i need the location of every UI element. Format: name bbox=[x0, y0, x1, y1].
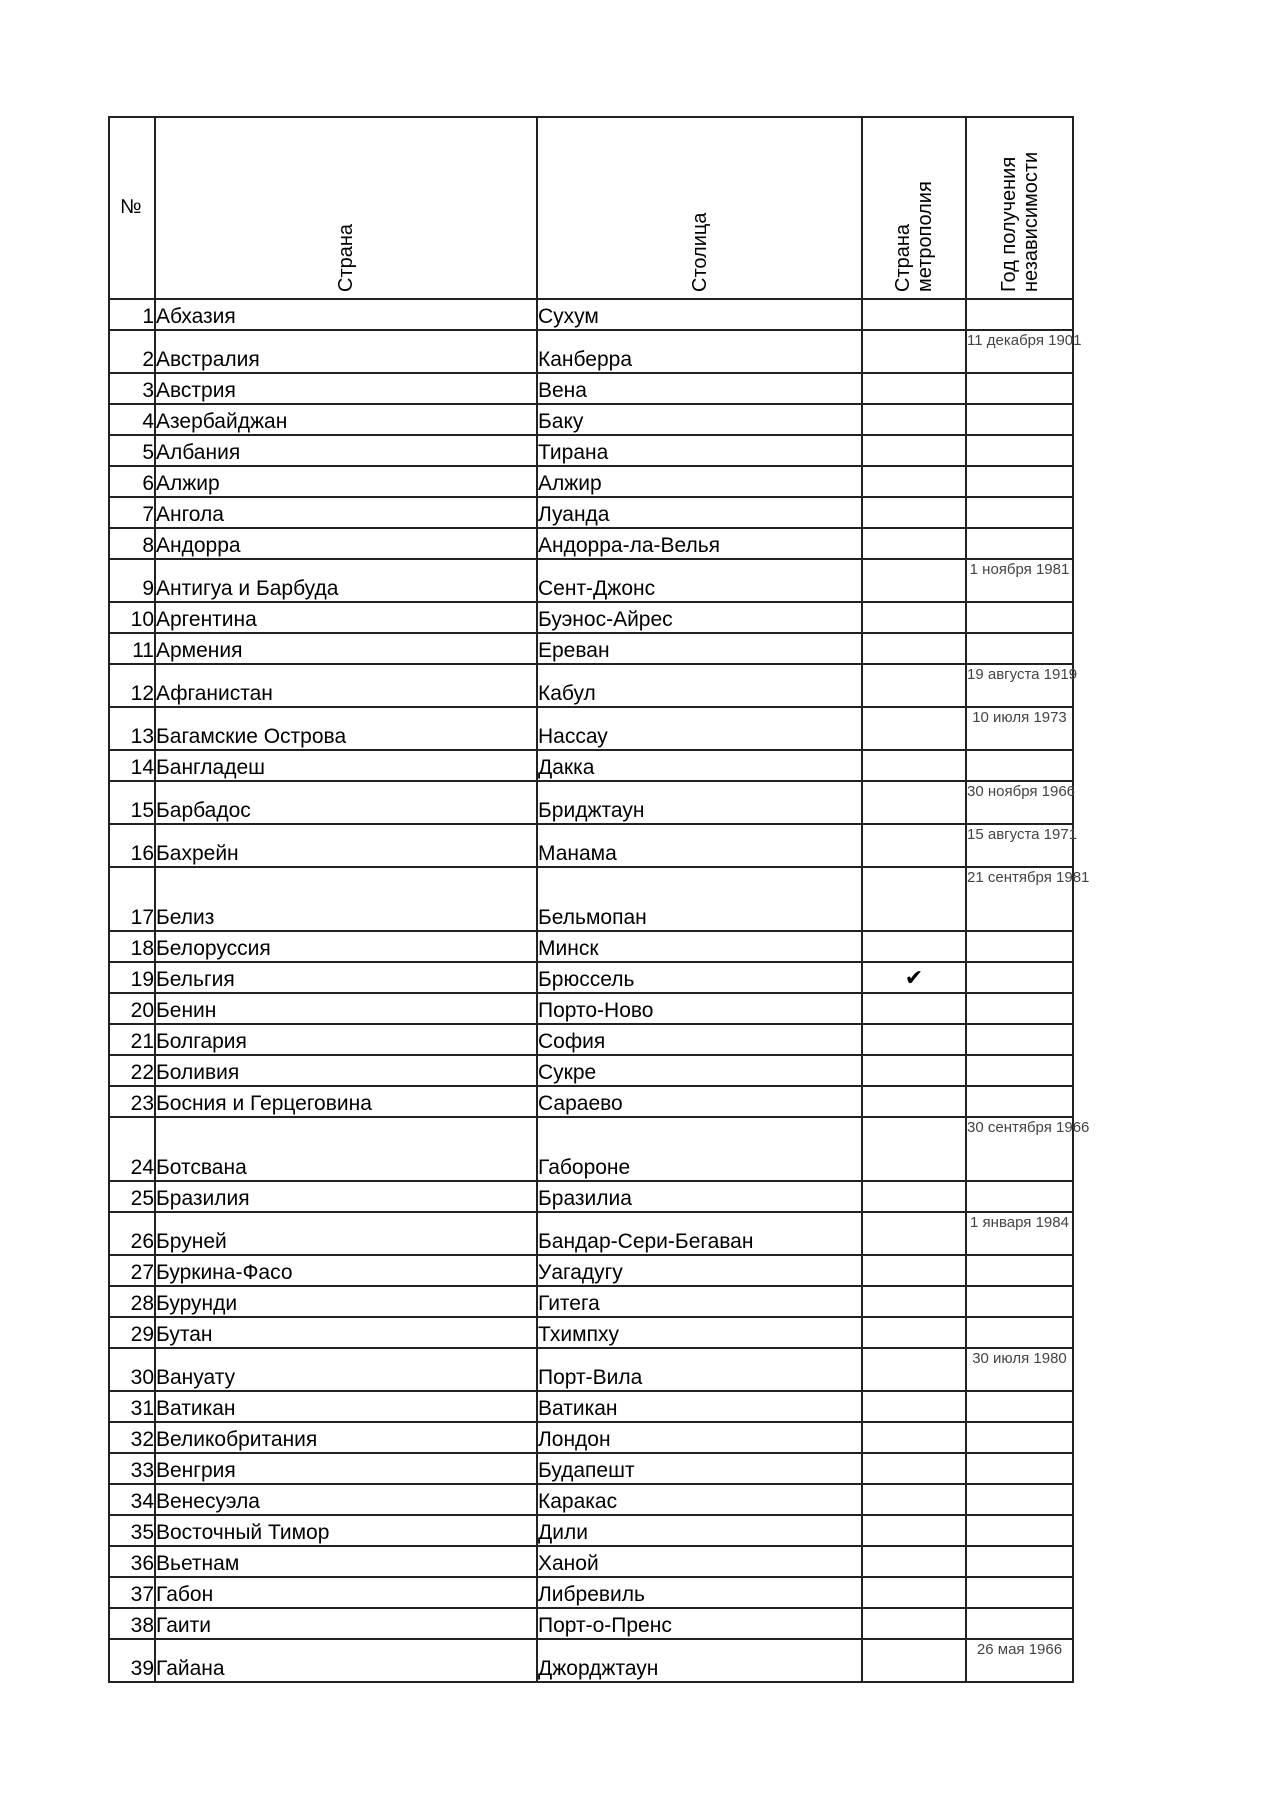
metropolis-cell bbox=[862, 707, 966, 750]
row-number: 20 bbox=[109, 993, 155, 1024]
capital-cell: Канберра bbox=[537, 330, 862, 373]
table-row bbox=[109, 559, 1073, 602]
metropolis-cell bbox=[862, 1484, 966, 1515]
country-cell: Буркина-Фасо bbox=[155, 1255, 537, 1286]
capital-cell: Ханой bbox=[537, 1546, 862, 1577]
row-number: 10 bbox=[109, 602, 155, 633]
country-cell: Гаити bbox=[155, 1608, 537, 1639]
table-row bbox=[109, 497, 1073, 528]
country-cell: Вануату bbox=[155, 1348, 537, 1391]
country-cell: Венесуэла bbox=[155, 1484, 537, 1515]
capital-cell: Дакка bbox=[537, 750, 862, 781]
capital-cell: Тхимпху bbox=[537, 1317, 862, 1348]
row-number: 9 bbox=[109, 559, 155, 602]
row-number: 35 bbox=[109, 1515, 155, 1546]
country-cell: Армения bbox=[155, 633, 537, 664]
independence-year-cell bbox=[966, 299, 1073, 330]
independence-year-cell: 1 января 1984 bbox=[966, 1212, 1073, 1255]
table-row bbox=[109, 993, 1073, 1024]
table-row bbox=[109, 664, 1073, 707]
country-cell: Болгария bbox=[155, 1024, 537, 1055]
table-row bbox=[109, 1453, 1073, 1484]
country-cell: Гайана bbox=[155, 1639, 537, 1682]
row-number: 31 bbox=[109, 1391, 155, 1422]
row-number: 36 bbox=[109, 1546, 155, 1577]
country-cell: Австралия bbox=[155, 330, 537, 373]
capital-cell: Порт-о-Пренс bbox=[537, 1608, 862, 1639]
independence-year-cell bbox=[966, 1086, 1073, 1117]
row-number: 26 bbox=[109, 1212, 155, 1255]
row-number: 13 bbox=[109, 707, 155, 750]
independence-year-cell bbox=[966, 993, 1073, 1024]
country-cell: Босния и Герцеговина bbox=[155, 1086, 537, 1117]
country-cell: Боливия bbox=[155, 1055, 537, 1086]
country-cell: Бенин bbox=[155, 993, 537, 1024]
table-row bbox=[109, 1484, 1073, 1515]
capital-cell: Манама bbox=[537, 824, 862, 867]
country-cell: Ботсвана bbox=[155, 1117, 537, 1181]
row-number: 29 bbox=[109, 1317, 155, 1348]
table-row bbox=[109, 330, 1073, 373]
country-cell: Ангола bbox=[155, 497, 537, 528]
row-number: 28 bbox=[109, 1286, 155, 1317]
row-number: 39 bbox=[109, 1639, 155, 1682]
table-row bbox=[109, 466, 1073, 497]
row-number: 6 bbox=[109, 466, 155, 497]
metropolis-cell bbox=[862, 1181, 966, 1212]
independence-year-cell bbox=[966, 1391, 1073, 1422]
header-number: № bbox=[109, 117, 155, 299]
row-number: 25 bbox=[109, 1181, 155, 1212]
table-row bbox=[109, 1086, 1073, 1117]
independence-year-cell bbox=[966, 1453, 1073, 1484]
metropolis-cell bbox=[862, 664, 966, 707]
metropolis-cell bbox=[862, 1117, 966, 1181]
independence-year-cell: 30 июля 1980 bbox=[966, 1348, 1073, 1391]
capital-cell: Будапешт bbox=[537, 1453, 862, 1484]
capital-cell: Лондон bbox=[537, 1422, 862, 1453]
row-number: 3 bbox=[109, 373, 155, 404]
country-cell: Багамские Острова bbox=[155, 707, 537, 750]
capital-cell: Либревиль bbox=[537, 1577, 862, 1608]
country-cell: Бразилия bbox=[155, 1181, 537, 1212]
country-cell: Габон bbox=[155, 1577, 537, 1608]
country-cell: Андорра bbox=[155, 528, 537, 559]
independence-year-cell bbox=[966, 1515, 1073, 1546]
checkmark-icon: ✔ bbox=[862, 962, 966, 993]
metropolis-cell bbox=[862, 373, 966, 404]
metropolis-cell bbox=[862, 1212, 966, 1255]
metropolis-cell bbox=[862, 1391, 966, 1422]
independence-year-cell: 30 сентября 1966 bbox=[966, 1117, 1073, 1181]
capital-cell: Сухум bbox=[537, 299, 862, 330]
capital-cell: Баку bbox=[537, 404, 862, 435]
independence-year-cell bbox=[966, 1317, 1073, 1348]
row-number: 19 bbox=[109, 962, 155, 993]
capital-cell: Нассау bbox=[537, 707, 862, 750]
table-row bbox=[109, 931, 1073, 962]
metropolis-cell bbox=[862, 559, 966, 602]
capital-cell: Бриджтаун bbox=[537, 781, 862, 824]
metropolis-cell bbox=[862, 404, 966, 435]
country-cell: Бангладеш bbox=[155, 750, 537, 781]
capital-cell: Андорра-ла-Велья bbox=[537, 528, 862, 559]
capital-cell: Кабул bbox=[537, 664, 862, 707]
metropolis-cell bbox=[862, 1422, 966, 1453]
table-row bbox=[109, 1212, 1073, 1255]
table-row bbox=[109, 1515, 1073, 1546]
country-cell: Вьетнам bbox=[155, 1546, 537, 1577]
country-cell: Абхазия bbox=[155, 299, 537, 330]
metropolis-cell bbox=[862, 993, 966, 1024]
row-number: 12 bbox=[109, 664, 155, 707]
capital-cell: Габороне bbox=[537, 1117, 862, 1181]
row-number: 32 bbox=[109, 1422, 155, 1453]
metropolis-cell bbox=[862, 1453, 966, 1484]
capital-cell: Бельмопан bbox=[537, 867, 862, 931]
row-number: 4 bbox=[109, 404, 155, 435]
row-number: 37 bbox=[109, 1577, 155, 1608]
row-number: 34 bbox=[109, 1484, 155, 1515]
metropolis-cell bbox=[862, 1546, 966, 1577]
capital-cell: Порто-Ново bbox=[537, 993, 862, 1024]
row-number: 27 bbox=[109, 1255, 155, 1286]
capital-cell: Тирана bbox=[537, 435, 862, 466]
row-number: 7 bbox=[109, 497, 155, 528]
independence-year-cell bbox=[966, 931, 1073, 962]
capital-cell: Вена bbox=[537, 373, 862, 404]
table-row bbox=[109, 1181, 1073, 1212]
independence-year-cell bbox=[966, 1286, 1073, 1317]
independence-year-cell bbox=[966, 435, 1073, 466]
row-number: 1 bbox=[109, 299, 155, 330]
country-cell: Австрия bbox=[155, 373, 537, 404]
country-cell: Албания bbox=[155, 435, 537, 466]
metropolis-cell bbox=[862, 867, 966, 931]
metropolis-cell bbox=[862, 750, 966, 781]
independence-year-cell bbox=[966, 1484, 1073, 1515]
capital-cell: Луанда bbox=[537, 497, 862, 528]
country-cell: Бруней bbox=[155, 1212, 537, 1255]
metropolis-cell bbox=[862, 528, 966, 559]
header-row bbox=[109, 117, 1073, 299]
independence-year-cell: 30 ноября 1966 bbox=[966, 781, 1073, 824]
table-row bbox=[109, 435, 1073, 466]
row-number: 21 bbox=[109, 1024, 155, 1055]
metropolis-cell bbox=[862, 330, 966, 373]
capital-cell: Порт-Вила bbox=[537, 1348, 862, 1391]
independence-year-cell bbox=[966, 1255, 1073, 1286]
capital-cell: Бандар-Сери-Бегаван bbox=[537, 1212, 862, 1255]
table-row bbox=[109, 1639, 1073, 1682]
row-number: 14 bbox=[109, 750, 155, 781]
metropolis-cell bbox=[862, 1255, 966, 1286]
table-row bbox=[109, 781, 1073, 824]
header-capital: Столица bbox=[537, 117, 862, 299]
country-cell: Аргентина bbox=[155, 602, 537, 633]
country-cell: Алжир bbox=[155, 466, 537, 497]
independence-year-cell bbox=[966, 528, 1073, 559]
row-number: 24 bbox=[109, 1117, 155, 1181]
capital-cell: София bbox=[537, 1024, 862, 1055]
table-row bbox=[109, 1024, 1073, 1055]
metropolis-cell bbox=[862, 1515, 966, 1546]
capital-cell: Дили bbox=[537, 1515, 862, 1546]
metropolis-cell bbox=[862, 1086, 966, 1117]
table-row bbox=[109, 373, 1073, 404]
metropolis-cell bbox=[862, 1348, 966, 1391]
table-row bbox=[109, 962, 1073, 993]
table-row bbox=[109, 824, 1073, 867]
table-row bbox=[109, 404, 1073, 435]
independence-year-cell bbox=[966, 1055, 1073, 1086]
metropolis-cell bbox=[862, 299, 966, 330]
metropolis-cell bbox=[862, 1577, 966, 1608]
row-number: 33 bbox=[109, 1453, 155, 1484]
row-number: 23 bbox=[109, 1086, 155, 1117]
country-cell: Бутан bbox=[155, 1317, 537, 1348]
independence-year-cell: 10 июля 1973 bbox=[966, 707, 1073, 750]
capital-cell: Минск bbox=[537, 931, 862, 962]
table-row bbox=[109, 867, 1073, 931]
row-number: 38 bbox=[109, 1608, 155, 1639]
country-cell: Ватикан bbox=[155, 1391, 537, 1422]
independence-year-cell bbox=[966, 750, 1073, 781]
capital-cell: Джорджтаун bbox=[537, 1639, 862, 1682]
capital-cell: Ереван bbox=[537, 633, 862, 664]
metropolis-cell bbox=[862, 1608, 966, 1639]
table-row bbox=[109, 1317, 1073, 1348]
row-number: 22 bbox=[109, 1055, 155, 1086]
country-cell: Бахрейн bbox=[155, 824, 537, 867]
capital-cell: Бразилиа bbox=[537, 1181, 862, 1212]
header-independence-year: Год получения независимости bbox=[966, 117, 1073, 299]
table-row bbox=[109, 528, 1073, 559]
country-cell: Бельгия bbox=[155, 962, 537, 993]
countries-table bbox=[108, 116, 1090, 1683]
table-row bbox=[109, 633, 1073, 664]
table-row bbox=[109, 1055, 1073, 1086]
metropolis-cell bbox=[862, 1024, 966, 1055]
metropolis-cell bbox=[862, 497, 966, 528]
country-cell: Венгрия bbox=[155, 1453, 537, 1484]
row-number: 18 bbox=[109, 931, 155, 962]
independence-year-cell bbox=[966, 1024, 1073, 1055]
row-number: 8 bbox=[109, 528, 155, 559]
independence-year-cell bbox=[966, 602, 1073, 633]
metropolis-cell bbox=[862, 1286, 966, 1317]
capital-cell: Алжир bbox=[537, 466, 862, 497]
independence-year-cell bbox=[966, 1181, 1073, 1212]
table-row bbox=[109, 1422, 1073, 1453]
table-row bbox=[109, 1577, 1073, 1608]
independence-year-cell: 1 ноября 1981 bbox=[966, 559, 1073, 602]
country-cell: Восточный Тимор bbox=[155, 1515, 537, 1546]
metropolis-cell bbox=[862, 602, 966, 633]
table-row bbox=[109, 1546, 1073, 1577]
table-row bbox=[109, 707, 1073, 750]
country-cell: Белоруссия bbox=[155, 931, 537, 962]
metropolis-cell bbox=[862, 781, 966, 824]
metropolis-cell bbox=[862, 1055, 966, 1086]
country-cell: Великобритания bbox=[155, 1422, 537, 1453]
country-cell: Азербайджан bbox=[155, 404, 537, 435]
country-cell: Бурунди bbox=[155, 1286, 537, 1317]
independence-year-cell bbox=[966, 497, 1073, 528]
row-number: 2 bbox=[109, 330, 155, 373]
metropolis-cell bbox=[862, 931, 966, 962]
header-country: Страна bbox=[155, 117, 537, 299]
country-cell: Белиз bbox=[155, 867, 537, 931]
capital-cell: Каракас bbox=[537, 1484, 862, 1515]
capital-cell: Гитега bbox=[537, 1286, 862, 1317]
capital-cell: Сукре bbox=[537, 1055, 862, 1086]
capital-cell: Буэнос-Айрес bbox=[537, 602, 862, 633]
independence-year-cell: 15 августа 1971 bbox=[966, 824, 1073, 867]
independence-year-cell: 21 сентября 1981 bbox=[966, 867, 1073, 931]
header-metropolis: Страна метрополия bbox=[862, 117, 966, 299]
row-number: 16 bbox=[109, 824, 155, 867]
capital-cell: Сент-Джонс bbox=[537, 559, 862, 602]
independence-year-cell bbox=[966, 1608, 1073, 1639]
table-row bbox=[109, 299, 1073, 330]
metropolis-cell bbox=[862, 466, 966, 497]
metropolis-cell bbox=[862, 633, 966, 664]
independence-year-cell bbox=[966, 466, 1073, 497]
independence-year-cell bbox=[966, 404, 1073, 435]
table-row bbox=[109, 1117, 1073, 1181]
table-row bbox=[109, 1608, 1073, 1639]
row-number: 17 bbox=[109, 867, 155, 931]
table-row bbox=[109, 1391, 1073, 1422]
table-row bbox=[109, 602, 1073, 633]
country-cell: Барбадос bbox=[155, 781, 537, 824]
capital-cell: Уагадугу bbox=[537, 1255, 862, 1286]
capital-cell: Брюссель bbox=[537, 962, 862, 993]
table-row bbox=[109, 750, 1073, 781]
independence-year-cell: 19 августа 1919 bbox=[966, 664, 1073, 707]
independence-year-cell bbox=[966, 962, 1073, 993]
metropolis-cell bbox=[862, 435, 966, 466]
independence-year-cell bbox=[966, 1422, 1073, 1453]
country-cell: Афганистан bbox=[155, 664, 537, 707]
independence-year-cell bbox=[966, 1577, 1073, 1608]
country-cell: Антигуа и Барбуда bbox=[155, 559, 537, 602]
row-number: 15 bbox=[109, 781, 155, 824]
independence-year-cell: 11 декабря 1901 bbox=[966, 330, 1073, 373]
independence-year-cell: 26 мая 1966 bbox=[966, 1639, 1073, 1682]
table-row bbox=[109, 1255, 1073, 1286]
independence-year-cell bbox=[966, 633, 1073, 664]
metropolis-cell bbox=[862, 824, 966, 867]
row-number: 30 bbox=[109, 1348, 155, 1391]
independence-year-cell bbox=[966, 373, 1073, 404]
row-number: 11 bbox=[109, 633, 155, 664]
metropolis-cell bbox=[862, 1317, 966, 1348]
capital-cell: Сараево bbox=[537, 1086, 862, 1117]
row-number: 5 bbox=[109, 435, 155, 466]
capital-cell: Ватикан bbox=[537, 1391, 862, 1422]
table-row bbox=[109, 1348, 1073, 1391]
independence-year-cell bbox=[966, 1546, 1073, 1577]
metropolis-cell bbox=[862, 1639, 966, 1682]
table-row bbox=[109, 1286, 1073, 1317]
